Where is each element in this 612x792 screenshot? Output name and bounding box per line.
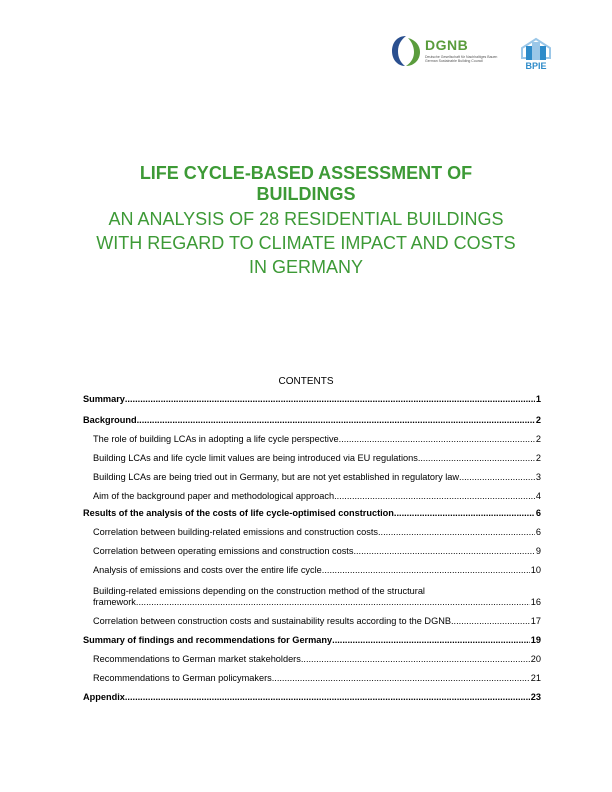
toc-entry-label: Building-related emissions depending on the construction method of the structural bbox=[93, 586, 425, 596]
toc-entry-label: Aim of the background paper and methodological approach bbox=[93, 491, 335, 501]
toc-entry-label: Correlation between building-related emissions and construction costs bbox=[93, 527, 378, 537]
toc-entry-label: Recommendations to German policymakers bbox=[93, 673, 272, 683]
toc-entry-operating-emissions-costs[interactable] bbox=[83, 546, 541, 565]
toc-leader-dots bbox=[339, 434, 535, 445]
document-subtitle bbox=[40, 207, 572, 279]
toc-entry-label: Correlation between operating emissions and construction costs bbox=[93, 546, 354, 556]
toc-entry-label-continued: framework bbox=[93, 597, 136, 607]
toc-entry-summary-findings[interactable] bbox=[83, 635, 541, 654]
toc-entry-background[interactable] bbox=[83, 415, 541, 434]
toc-entry-label: Building LCAs are being tried out in Germany, but are not yet established in regulatory law bbox=[93, 472, 460, 482]
subtitle-line: WITH REGARD TO CLIMATE IMPACT AND COSTS bbox=[96, 233, 516, 253]
toc-entry-label: Recommendations to German market stakeholders bbox=[93, 654, 301, 664]
toc-entry-life-cycle-analysis[interactable] bbox=[83, 565, 541, 584]
toc-page-number: 2 bbox=[535, 453, 541, 463]
toc-leader-dots bbox=[353, 546, 534, 557]
toc-page-number: 6 bbox=[535, 527, 541, 537]
toc-page-number: 2 bbox=[535, 434, 541, 444]
toc-page-number: 4 bbox=[535, 491, 541, 501]
subtitle-line: AN ANALYSIS OF 28 RESIDENTIAL BUILDINGS bbox=[108, 209, 504, 229]
toc-entry-appendix[interactable] bbox=[83, 692, 541, 711]
toc-page-number: 1 bbox=[535, 394, 541, 404]
toc-leader-dots bbox=[334, 491, 535, 502]
toc-entry-label: Correlation between construction costs and sustainability results according to the DGNB bbox=[93, 616, 451, 626]
toc-entry-construction-method[interactable] bbox=[83, 584, 541, 616]
subtitle-line: IN GERMANY bbox=[248, 257, 363, 277]
toc-leader-dots bbox=[378, 527, 535, 538]
toc-leader-dots bbox=[459, 472, 535, 483]
toc-entry-market-stakeholders[interactable] bbox=[83, 654, 541, 673]
toc-leader-dots bbox=[137, 415, 535, 426]
toc-page-number: 10 bbox=[530, 565, 541, 575]
toc-entry-label: Summary of findings and recommendations for Germany bbox=[83, 635, 333, 645]
toc-entry-policymakers[interactable] bbox=[83, 673, 541, 692]
bpie-logo-text: BPIE bbox=[525, 61, 547, 71]
bpie-logo-icon bbox=[518, 36, 554, 72]
toc-page-number: 20 bbox=[530, 654, 541, 664]
toc-page-number: 2 bbox=[535, 415, 541, 425]
document-title: LIFE CYCLE-BASED ASSESSMENT OF BUILDINGS bbox=[139, 163, 473, 204]
toc-entry-label: Results of the analysis of the costs of life cycle-optimised construction bbox=[83, 508, 394, 518]
table-of-contents bbox=[83, 394, 541, 711]
toc-entry-label: The role of building LCAs in adopting a life cycle perspective bbox=[93, 434, 339, 444]
toc-leader-dots bbox=[332, 635, 530, 646]
toc-entry-dgnb-correlation[interactable] bbox=[83, 616, 541, 635]
toc-page-number: 23 bbox=[530, 692, 541, 702]
toc-entry-label: Analysis of emissions and costs over the entire life cycle bbox=[93, 565, 322, 575]
logo-area bbox=[380, 30, 580, 80]
toc-page-number: 6 bbox=[535, 508, 541, 518]
toc-entry-aim-of-paper[interactable] bbox=[83, 491, 541, 508]
toc-leader-dots bbox=[322, 565, 530, 576]
toc-entry-label: Building LCAs and life cycle limit values are being introduced via EU regulations bbox=[93, 453, 418, 463]
toc-entry-label: Background bbox=[83, 415, 137, 425]
toc-leader-dots bbox=[272, 673, 530, 684]
toc-leader-dots bbox=[125, 394, 535, 405]
toc-leader-dots bbox=[394, 508, 535, 519]
toc-leader-dots bbox=[301, 654, 530, 665]
toc-entry-summary[interactable] bbox=[83, 394, 541, 415]
toc-entry-eu-regulations[interactable] bbox=[83, 453, 541, 472]
toc-leader-dots bbox=[125, 692, 530, 703]
document-title-block bbox=[40, 163, 572, 279]
toc-leader-dots bbox=[136, 597, 530, 608]
contents-heading: CONTENTS bbox=[278, 376, 334, 387]
toc-page-number: 19 bbox=[530, 635, 541, 645]
toc-page-number: 16 bbox=[530, 597, 541, 607]
toc-leader-dots bbox=[418, 453, 535, 464]
dgnb-logo-text: DGNB bbox=[425, 37, 469, 53]
toc-entry-building-emissions-costs[interactable] bbox=[83, 527, 541, 546]
dgnb-tagline: Deutsche Gesellschaft für Nachhaltiges Bauen German Sustainable Building Council bbox=[425, 55, 498, 63]
toc-entry-label: Appendix bbox=[83, 692, 125, 702]
toc-entry-role-of-building-lcas[interactable] bbox=[83, 434, 541, 453]
toc-page-number: 21 bbox=[530, 673, 541, 683]
dgnb-logo-icon bbox=[390, 34, 422, 68]
toc-entry-label: Summary bbox=[83, 394, 125, 404]
toc-leader-dots bbox=[451, 616, 530, 627]
toc-page-number: 17 bbox=[530, 616, 541, 626]
toc-entry-results[interactable] bbox=[83, 508, 541, 527]
toc-page-number: 9 bbox=[535, 546, 541, 556]
toc-page-number: 3 bbox=[535, 472, 541, 482]
toc-entry-lcas-germany[interactable] bbox=[83, 472, 541, 491]
